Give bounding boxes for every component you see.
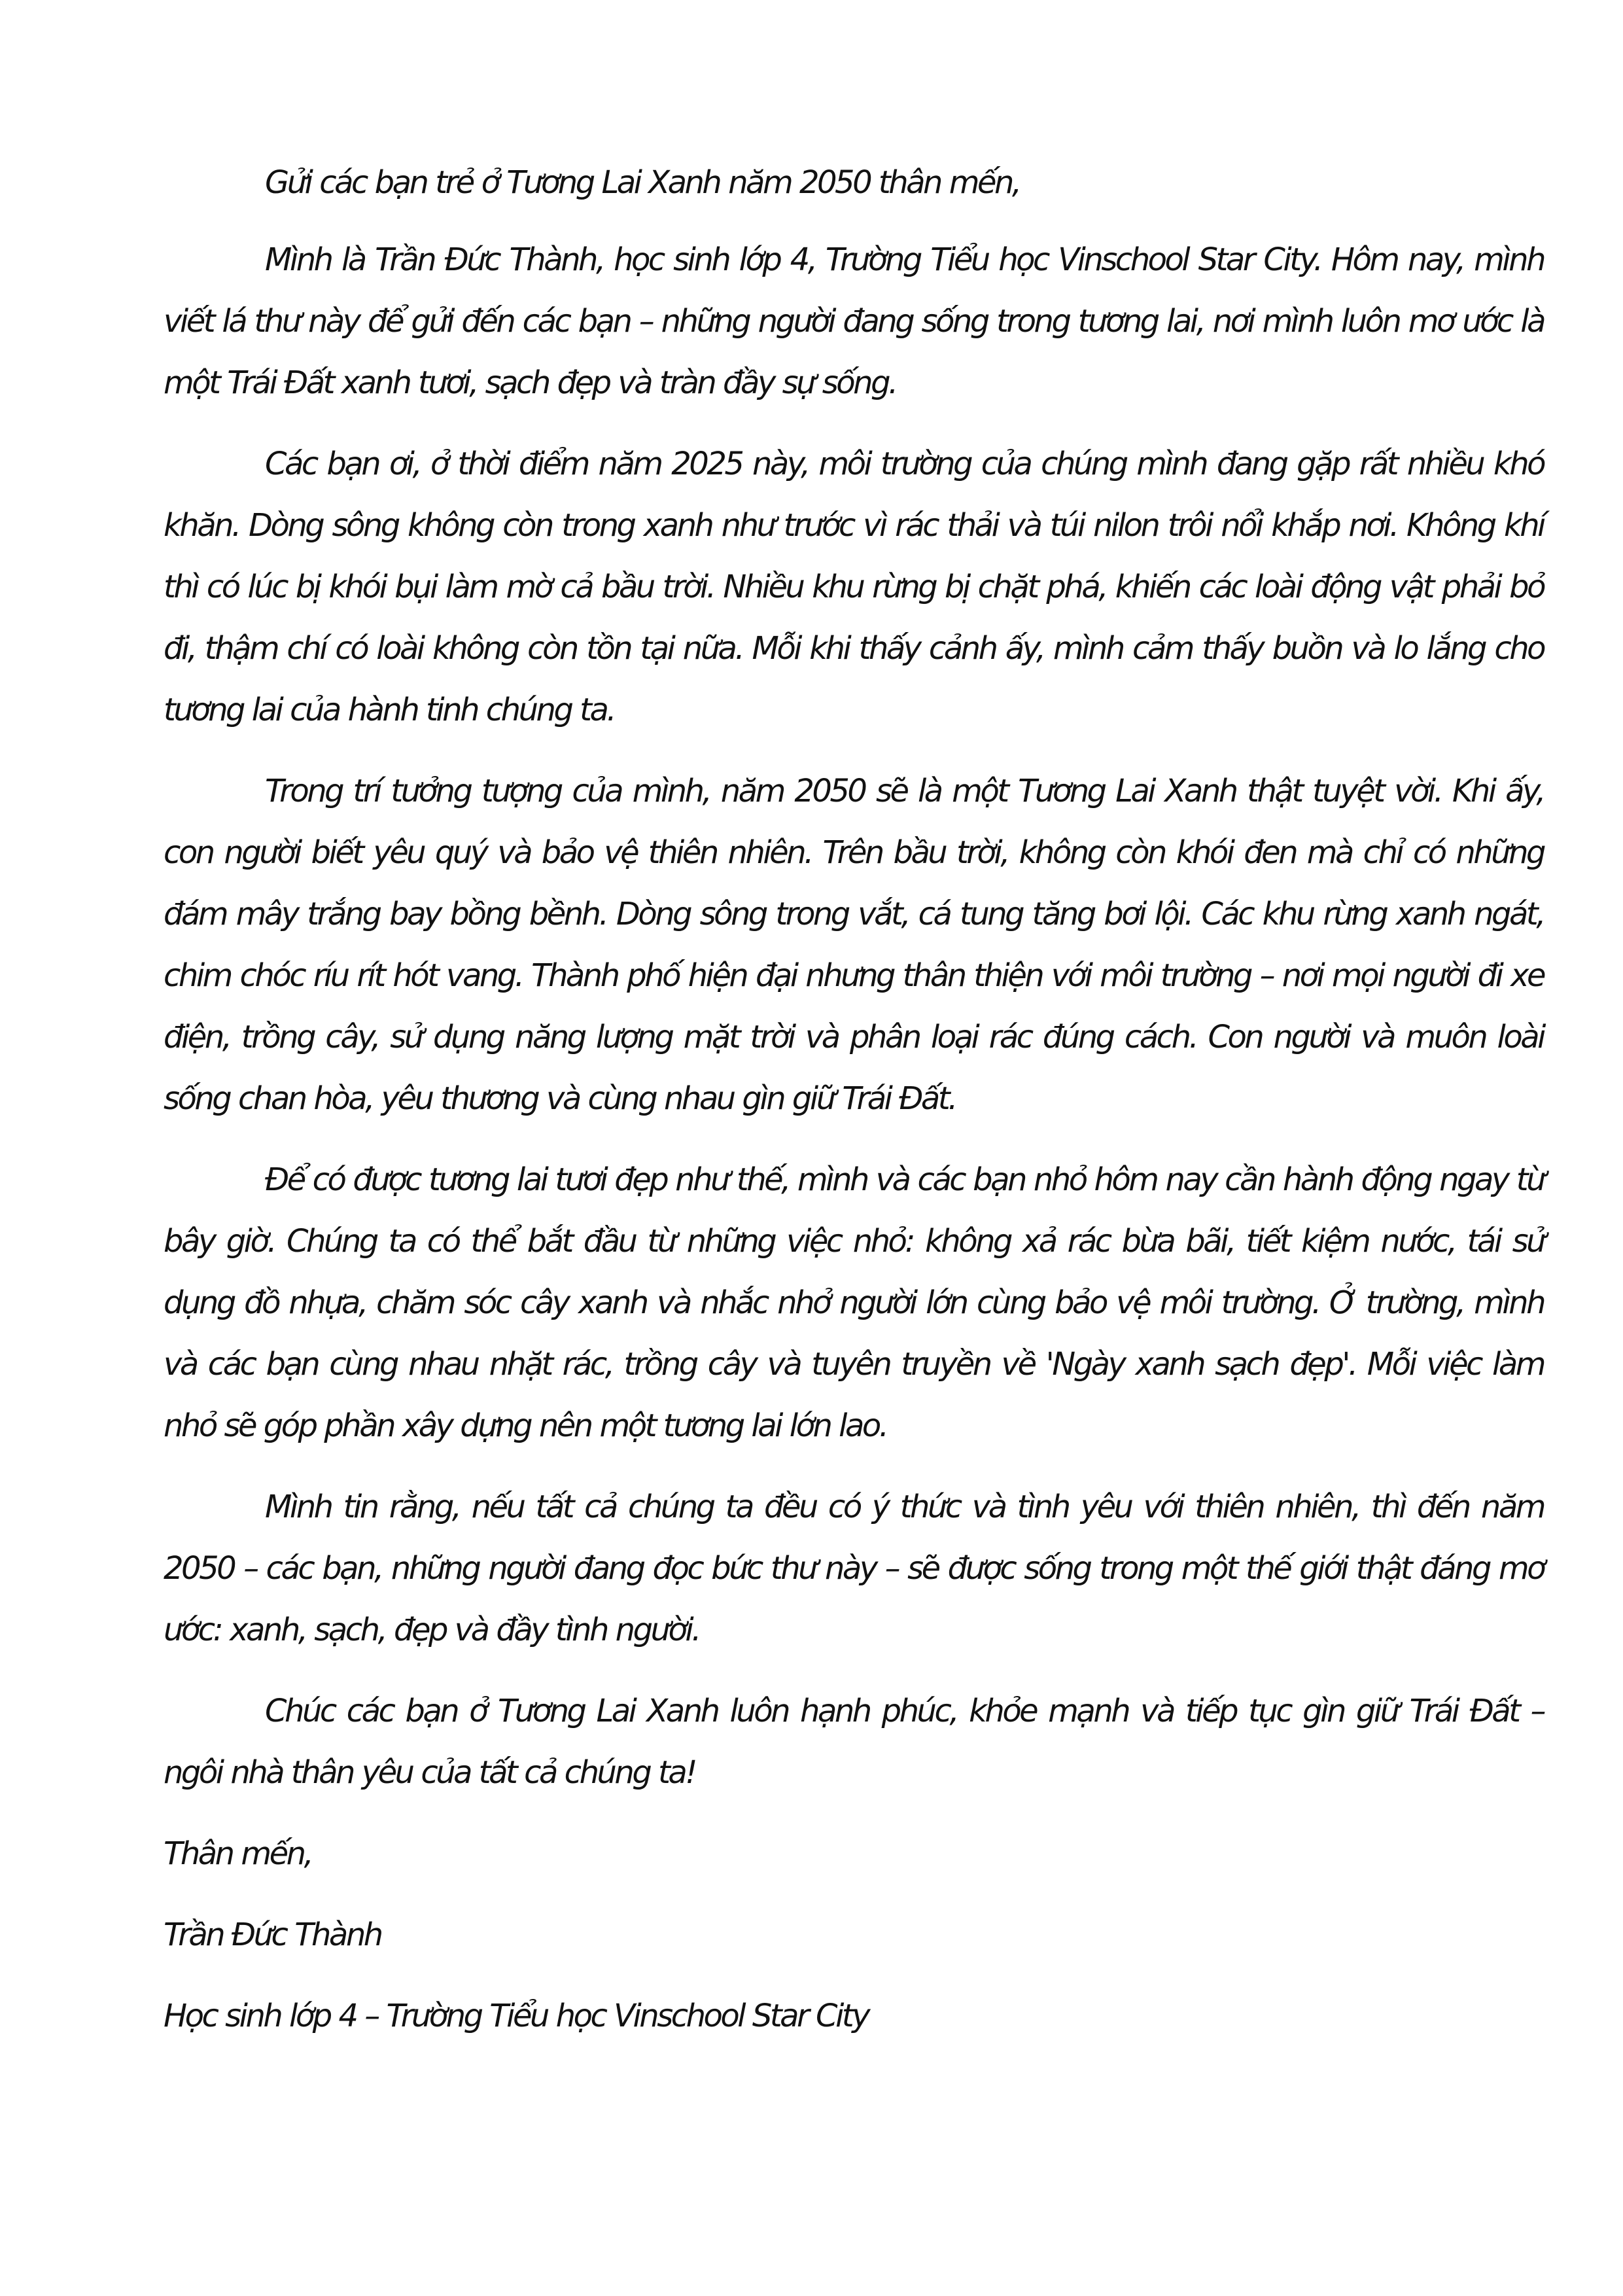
signature-title: Học sinh lớp 4 – Trường Tiểu học Vinschool Star City (164, 1998, 869, 2034)
letter-greeting: Gửi các bạn trẻ ở Tương Lai Xanh năm 2050 thân mến, (265, 164, 1020, 201)
letter-paragraph-wishes: Chúc các bạn ở Tương Lai Xanh luôn hạnh phúc, khỏe mạnh và tiếp tục gìn giữ Trái Đất – ngôi nhà thân yêu của tất cả chúng ta! (164, 1693, 1544, 1791)
letter-paragraph-present: Các bạn ơi, ở thời điểm năm 2025 này, môi trường của chúng mình đang gặp rất nhiều khó khăn. Dòng sông không còn trong xanh như trước vì rác thải và túi nilon trôi nổi khắp nơi. Không khí thì có lúc bị khói bụi làm mờ cả bầu trời. Nhiều khu rừng bị chặt phá, khiến các loài động vật phải bỏ đi, thậm chí có loài không còn tồn tại nữa. Mỗi khi thấy cảnh ấy, mình cảm thấy buồn và lo lắng cho tương lai của hành tinh chúng ta. (164, 446, 1544, 728)
letter-closing: Thân mến, (164, 1835, 312, 1872)
letter-paragraph-intro: Mình là Trần Đức Thành, học sinh lớp 4, Trường Tiểu học Vinschool Star City. Hôm nay, mình viết lá thư này để gửi đến các bạn – những người đang sống trong tương lai, nơi mình luôn mơ ước là một Trái Đất xanh tươi, sạch đẹp và tràn đầy sự sống. (164, 241, 1544, 401)
letter-paragraph-imagination: Trong trí tưởng tượng của mình, năm 2050 sẽ là một Tương Lai Xanh thật tuyệt vời. Khi ấy, con người biết yêu quý và bảo vệ thiên nhiên. Trên bầu trời, không còn khói đen mà chỉ có những đám mây trắng bay bồng bềnh. Dòng sông trong vắt, cá tung tăng bơi lội. Các khu rừng xanh ngát, chim chóc ríu rít hót vang. Thành phố hiện đại nhưng thân thiện với môi trường – nơi mọi người đi xe điện, trồng cây, sử dụng năng lượng mặt trời và phân loại rác đúng cách. Con người và muôn loài sống chan hòa, yêu thương và cùng nhau gìn giữ Trái Đất. (164, 773, 1544, 1117)
letter-paragraph-belief: Mình tin rằng, nếu tất cả chúng ta đều có ý thức và tình yêu với thiên nhiên, thì đến năm 2050 – các bạn, những người đang đọc bức thư này – sẽ được sống trong một thế giới thật đáng mơ ước: xanh, sạch, đẹp và đầy tình người. (164, 1489, 1544, 1648)
signature-name: Trần Đức Thành (164, 1916, 381, 1953)
letter-body (164, 152, 1544, 2047)
letter-paragraph-actions: Để có được tương lai tươi đẹp như thế, mình và các bạn nhỏ hôm nay cần hành động ngay từ bây giờ. Chúng ta có thể bắt đầu từ những việc nhỏ: không xả rác bừa bãi, tiết kiệm nước, tái sử dụng đồ nhựa, chăm sóc cây xanh và nhắc nhở người lớn cùng bảo vệ môi trường. Ở trường, mình và các bạn cùng nhau nhặt rác, trồng cây và tuyên truyền về 'Ngày xanh sạch đẹp'. Mỗi việc làm nhỏ sẽ góp phần xây dựng nên một tương lai lớn lao. (164, 1161, 1544, 1444)
